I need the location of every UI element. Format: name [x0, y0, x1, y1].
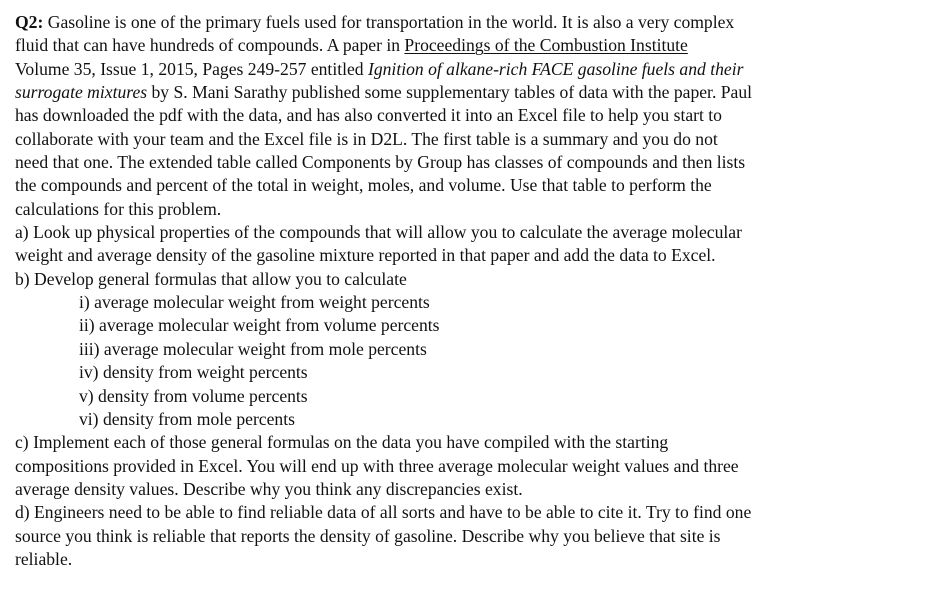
intro-text: Gasoline is one of the primary fuels used for transportation in the world. It is also a very complex — [43, 12, 735, 32]
part-b-item: v) density from volume percents — [79, 385, 308, 406]
intro-line-2 — [15, 34, 925, 57]
intro-text: by S. Mani Sarathy published some supplementary tables of data with the paper. Paul — [147, 82, 753, 103]
journal-name: Proceedings of the Combustion Institute — [404, 35, 688, 56]
part-a-line: a) Look up physical properties of the compounds that will allow you to calculate the average molecular — [15, 222, 742, 243]
part-b-item: ii) average molecular weight from volume percents — [79, 315, 440, 336]
intro-line-5: has downloaded the pdf with the data, and has also converted it into an Excel file to help you start to — [15, 105, 722, 126]
intro-text: fluid that can have hundreds of compounds. A paper in — [15, 35, 405, 56]
part-b-lead: b) Develop general formulas that allow you to calculate — [15, 268, 407, 289]
intro-line-1 — [15, 11, 925, 34]
intro-line-7: need that one. The extended table called Components by Group has classes of compounds and then lists — [15, 152, 746, 173]
paper-title: Ignition of alkane-rich FACE gasoline fuels and their — [367, 58, 744, 79]
paper-title: surrogate mixtures — [15, 82, 148, 103]
part-a-line: weight and average density of the gasoline mixture reported in that paper and add the data to Excel. — [15, 245, 716, 266]
part-b-item: vi) density from mole percents — [79, 408, 295, 429]
part-d-line: source you think is reliable that reports the density of gasoline. Describe why you believe that site is — [15, 525, 721, 546]
part-c-line: compositions provided in Excel. You will end up with three average molecular weight values and three — [15, 455, 739, 476]
intro-line-4 — [15, 81, 925, 104]
part-b-item: i) average molecular weight from weight percents — [79, 292, 430, 313]
intro-line-8: the compounds and percent of the total in weight, moles, and volume. Use that table to perform the — [15, 175, 712, 196]
part-d-line: d) Engineers need to be able to find reliable data of all sorts and have to be able to cite it. Try to find one — [15, 502, 752, 523]
part-c-line: c) Implement each of those general formulas on the data you have compiled with the starting — [15, 432, 669, 453]
intro-text: Volume 35, Issue 1, 2015, Pages 249-257 entitled — [15, 58, 368, 79]
part-b-item: iii) average molecular weight from mole percents — [79, 338, 427, 359]
part-b-item: iv) density from weight percents — [79, 362, 308, 383]
question-document — [15, 11, 925, 571]
intro-line-3 — [15, 58, 925, 81]
part-d-line: reliable. — [15, 548, 73, 569]
part-c-line: average density values. Describe why you think any discrepancies exist. — [15, 478, 523, 499]
intro-line-6: collaborate with your team and the Excel file is in D2L. The first table is a summary and you do not — [15, 128, 718, 149]
question-label: Q2: — [15, 12, 44, 32]
intro-line-9: calculations for this problem. — [15, 198, 222, 219]
